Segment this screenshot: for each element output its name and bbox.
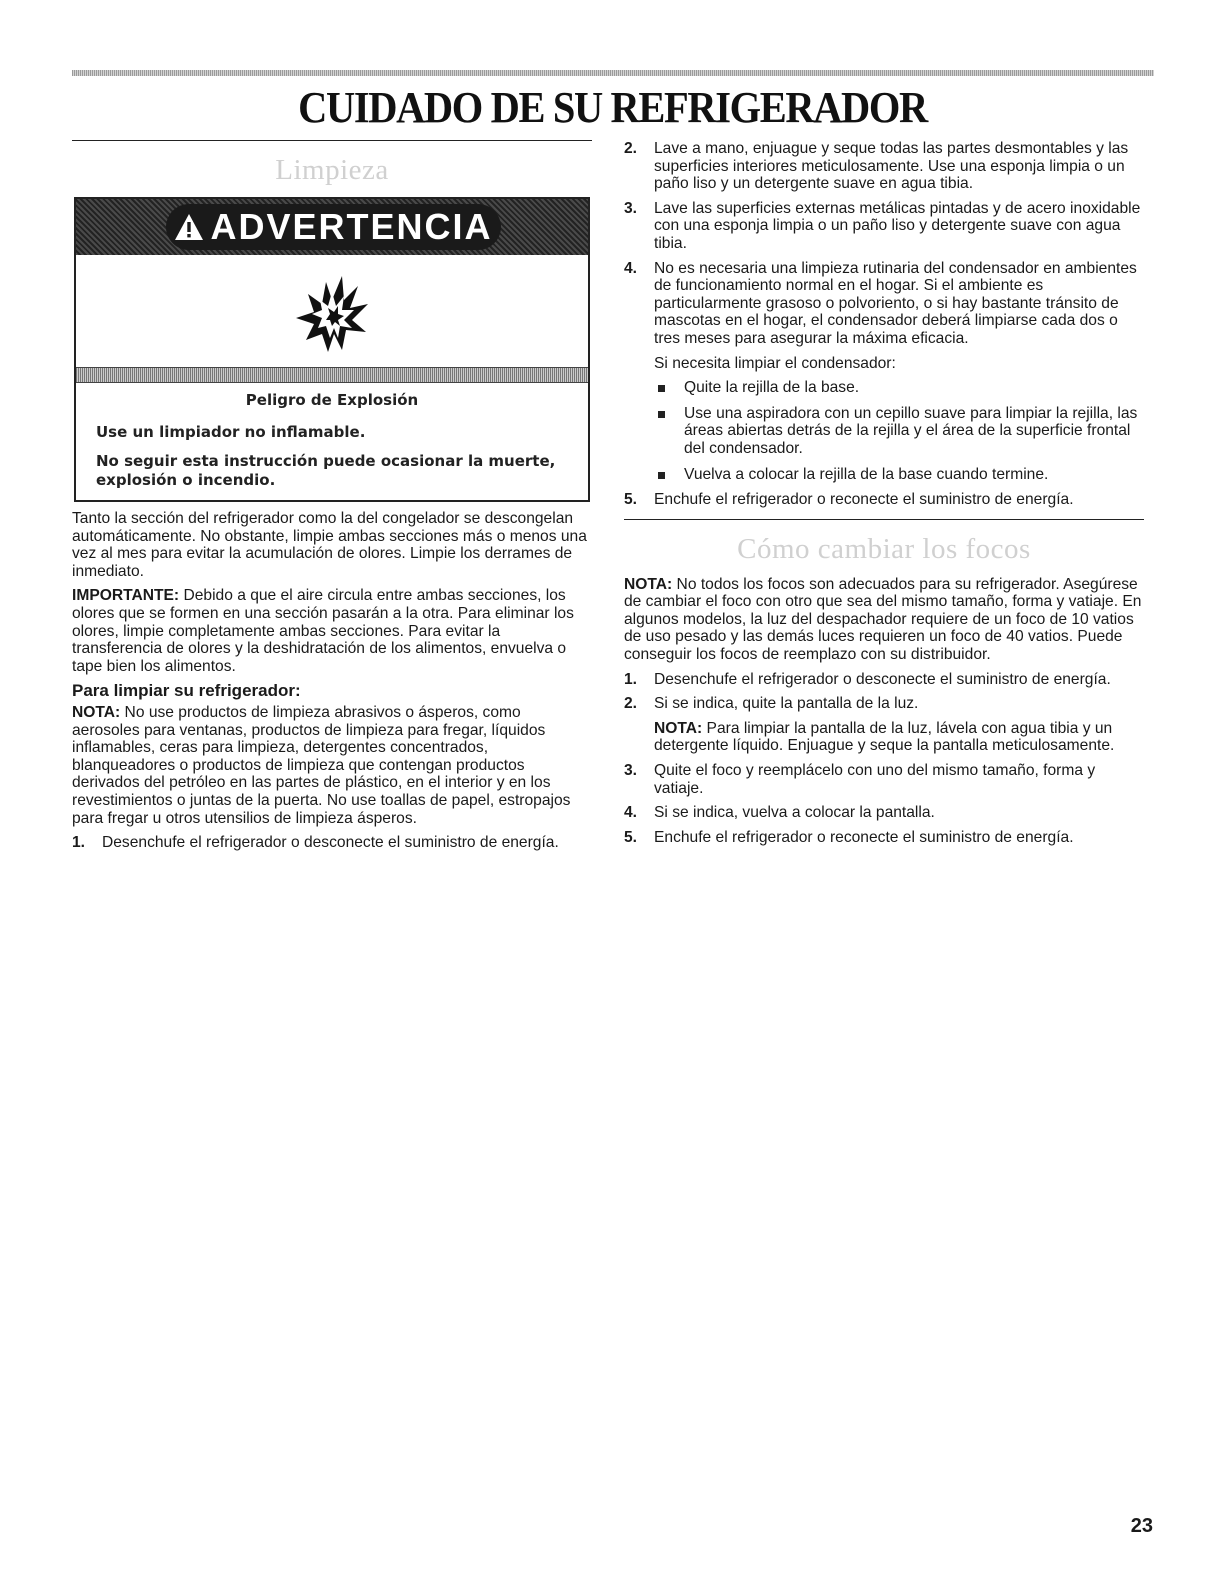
- list-item: [624, 405, 1144, 458]
- bulb-step-5: [624, 829, 1144, 847]
- step-text: Enchufe el refrigerador o reconecte el suministro de energía.: [654, 491, 1074, 509]
- section-rule: [72, 140, 592, 141]
- step-number: 1.: [72, 834, 86, 852]
- step-number: 4.: [624, 804, 638, 822]
- warning-consequence: No seguir esta instrucción puede ocasionar la muerte, explosión o incendio.: [96, 452, 556, 489]
- warning-title: ADVERTENCIA: [210, 206, 493, 248]
- bulb-step-1: [624, 671, 1144, 689]
- list-item: [624, 466, 1144, 484]
- step-text: Desenchufe el refrigerador o desconecte el suministro de energía.: [102, 834, 559, 852]
- section-heading-limpieza: Limpieza: [275, 154, 389, 186]
- section-rule: [624, 519, 1144, 520]
- cleaning-step-5: [624, 491, 1144, 509]
- nota-label: NOTA:: [654, 719, 703, 737]
- right-column: [624, 140, 1144, 853]
- page-title: CUIDADO DE SU REFRIGERADOR: [298, 83, 927, 132]
- warning-box: [74, 197, 590, 502]
- bullet-text: Vuelva a colocar la rejilla de la base cuando termine.: [684, 465, 1049, 483]
- bullet-icon: [658, 411, 665, 418]
- cleaning-step-2: [624, 140, 1144, 193]
- cleaning-step-4: [624, 260, 1144, 348]
- cleaning-step-3: [624, 200, 1144, 253]
- warning-body: [76, 383, 588, 500]
- bulb-nota-paragraph: [624, 576, 1144, 664]
- nota-text: No use productos de limpieza abrasivos o ásperos, como aerosoles para ventanas, productos de limpieza para fregar, líquidos inflamables, ceras para limpieza, detergentes concentrados, blanqueadores o productos de limpieza que contengan productos derivados del petróleo en las partes de plástico, en el interior y en los revestimientos o juntas de la puerta. No use toallas de papel, estropajos para fregar u otros utensilios de limpieza ásperos.: [72, 703, 571, 827]
- step-text: Si se indica, vuelva a colocar la pantalla.: [654, 804, 935, 822]
- left-column: [72, 140, 592, 859]
- bullet-text: Use una aspiradora con un cepillo suave para limpiar la rejilla, las áreas abiertas detrás de la rejilla y el área de la superficie frontal del condensador.: [684, 404, 1138, 457]
- section-heading-focos: Cómo cambiar los focos: [737, 532, 1031, 565]
- step-number: 2.: [624, 695, 638, 713]
- important-text: Debido a que el aire circula entre ambas secciones, los olores que se formen en una sección pasarán a la otra. Para eliminar los olores, limpie completamente ambas secciones. Para evitar la transferencia de olores y la deshidratación de los alimentos, envuelva o tape bien los alimentos.: [72, 587, 574, 675]
- nota-label: NOTA:: [72, 703, 121, 721]
- intro-paragraph: Tanto la sección del refrigerador como la del congelador se descongelan automáticamente. No obstante, limpie ambas secciones más o menos una vez al mes para evitar la acumulación de olores. Limpie los derrames de inmediato.: [72, 510, 587, 580]
- step-number: 4.: [624, 259, 638, 277]
- step-number: 2.: [624, 140, 638, 157]
- bullet-text: Quite la rejilla de la base.: [684, 379, 860, 397]
- warning-header: [76, 199, 588, 255]
- nota-text: Para limpiar la pantalla de la luz, lávela con agua tibia y un detergente líquido. Enjuague y seque la pantalla meticulosamente.: [654, 719, 1115, 755]
- explosion-icon: [292, 268, 372, 354]
- step-text: Enchufe el refrigerador o reconecte el suministro de energía.: [654, 828, 1074, 846]
- step-number: 3.: [624, 199, 638, 217]
- nota-text: No todos los focos son adecuados para su refrigerador. Asegúrese de cambiar el foco con otro que sea del mismo tamaño, forma y vatiaje. En algunos modelos, la luz del despachador requiere de un foco de 10 vatios de uso pesado y las demás luces requieren un foco de 40 vatios. Puede conseguir los focos de reemplazo con su distribuidor.: [624, 575, 1142, 664]
- bulb-step-2-nota: [624, 720, 1144, 755]
- warning-hazard: Peligro de Explosión: [245, 391, 419, 409]
- explosion-symbol-area: [76, 255, 588, 367]
- warning-divider: [76, 367, 588, 383]
- list-item: [624, 379, 1144, 397]
- bulb-step-3: [624, 762, 1144, 797]
- step-text: Si se indica, quite la pantalla de la luz.: [654, 695, 919, 713]
- warning-instruction: Use un limpiador no inflamable.: [96, 423, 366, 441]
- bulb-step-4: [624, 804, 1144, 822]
- page-number: 23: [1130, 1515, 1153, 1537]
- step-text: Desenchufe el refrigerador o desconecte el suministro de energía.: [654, 670, 1111, 688]
- important-label: IMPORTANTE:: [72, 587, 180, 605]
- bullet-icon: [658, 385, 665, 392]
- step-text: Quite el foco y reemplácelo con uno del mismo tamaño, forma y vatiaje.: [654, 762, 1096, 797]
- nota-paragraph: [72, 704, 592, 827]
- step-number: 3.: [624, 762, 638, 780]
- step-text: Lave las superficies externas metálicas pintadas y de acero inoxidable con una esponja limpia o un paño liso y detergente suave con agua tibia.: [654, 199, 1141, 252]
- warning-triangle-icon: [174, 212, 204, 242]
- step-number: 5.: [624, 828, 638, 846]
- condenser-intro: Si necesita limpiar el condensador:: [654, 354, 896, 372]
- condenser-bullets: [624, 379, 1144, 483]
- nota-label: NOTA:: [624, 575, 673, 593]
- step-text: Lave a mano, enjuague y seque todas las partes desmontables y las superficies interiores meticulosamente. Use una esponja limpia o un paño liso y un detergente suave en agua tibia.: [654, 140, 1129, 193]
- bullet-icon: [658, 472, 665, 479]
- header-rule: [72, 70, 1154, 76]
- important-paragraph: [72, 587, 592, 675]
- cleaning-subheading: Para limpiar su refrigerador:: [72, 681, 301, 701]
- step-number: 1.: [624, 670, 638, 688]
- step-text: No es necesaria una limpieza rutinaria del condensador en ambientes de funcionamiento normal en el hogar. Si el ambiente es particularmente grasoso o polvoriento, o si hay bastante tránsito de mascotas en el hogar, el condensador deberá limpiarse cada dos o tres meses para asegurar la máxima eficacia.: [654, 259, 1137, 347]
- warning-pill: [166, 204, 501, 250]
- bulb-step-2: [624, 695, 1144, 713]
- cleaning-step-1: [72, 834, 592, 852]
- step-number: 5.: [624, 491, 638, 509]
